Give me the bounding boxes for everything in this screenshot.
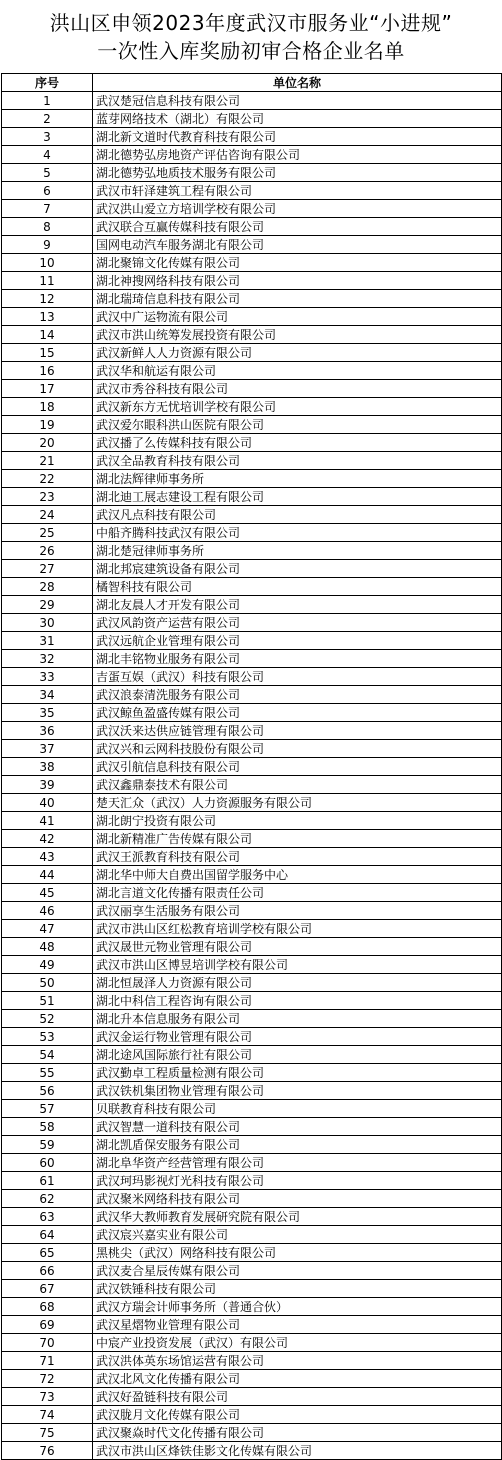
table-row <box>2 182 502 200</box>
serial-number-cell: 60 <box>2 1154 93 1172</box>
company-name-cell: 湖北恒晟泽人力资源有限公司 <box>93 974 502 992</box>
title-line-2: 一次性入库奖励初审合格企业名单 <box>97 39 405 63</box>
company-name-cell: 武汉聚焱时代文化传播有限公司 <box>93 1424 502 1442</box>
company-name-cell: 武汉好盈链科技有限公司 <box>93 1388 502 1406</box>
table-row <box>2 326 502 344</box>
table-row <box>2 740 502 758</box>
company-name-cell: 武汉新东方无忧培训学校有限公司 <box>93 398 502 416</box>
serial-number-cell: 6 <box>2 182 93 200</box>
serial-number-cell: 76 <box>2 1442 93 1460</box>
company-name-cell: 武汉新鲜人人力资源有限公司 <box>93 344 502 362</box>
table-row <box>2 1388 502 1406</box>
company-name-cell: 湖北楚冠律师事务所 <box>93 542 502 560</box>
serial-number-cell: 17 <box>2 380 93 398</box>
serial-number-cell: 29 <box>2 596 93 614</box>
serial-number-cell: 46 <box>2 902 93 920</box>
company-name-cell: 武汉播了么传媒科技有限公司 <box>93 434 502 452</box>
title-line-1: 洪山区申领2023年度武汉市服务业“小进规” <box>49 11 453 35</box>
table-body <box>2 92 502 1460</box>
table-row <box>2 236 502 254</box>
company-name-cell: 武汉星熠物业管理有限公司 <box>93 1316 502 1334</box>
company-name-cell: 武汉沃来达供应链管理有限公司 <box>93 722 502 740</box>
company-name-cell: 武汉晟世元物业管理有限公司 <box>93 938 502 956</box>
serial-number-cell: 24 <box>2 506 93 524</box>
serial-number-cell: 7 <box>2 200 93 218</box>
company-name-cell: 湖北聚锦文化传媒有限公司 <box>93 254 502 272</box>
serial-number-cell: 36 <box>2 722 93 740</box>
serial-number-cell: 68 <box>2 1298 93 1316</box>
table-row <box>2 1136 502 1154</box>
company-name-cell: 武汉凡点科技有限公司 <box>93 506 502 524</box>
serial-number-cell: 52 <box>2 1010 93 1028</box>
company-name-cell: 楚天汇众（武汉）人力资源服务有限公司 <box>93 794 502 812</box>
serial-number-cell: 74 <box>2 1406 93 1424</box>
company-name-cell: 武汉中广运物流有限公司 <box>93 308 502 326</box>
company-name-cell: 武汉麦合星辰传媒有限公司 <box>93 1262 502 1280</box>
company-name-cell: 武汉联合互赢传媒科技有限公司 <box>93 218 502 236</box>
table-row <box>2 938 502 956</box>
table-row <box>2 614 502 632</box>
table-row <box>2 650 502 668</box>
company-name-cell: 武汉华和航运有限公司 <box>93 362 502 380</box>
table-row <box>2 542 502 560</box>
table-row <box>2 1424 502 1442</box>
company-name-cell: 湖北迪工展志建设工程有限公司 <box>93 488 502 506</box>
company-name-cell: 湖北新文道时代教育科技有限公司 <box>93 128 502 146</box>
table-row <box>2 290 502 308</box>
table-row <box>2 452 502 470</box>
serial-number-cell: 71 <box>2 1352 93 1370</box>
company-name-cell: 武汉市轩泽建筑工程有限公司 <box>93 182 502 200</box>
table-header-row <box>2 74 502 92</box>
serial-number-cell: 59 <box>2 1136 93 1154</box>
serial-number-cell: 5 <box>2 164 93 182</box>
table-row <box>2 1406 502 1424</box>
serial-number-cell: 30 <box>2 614 93 632</box>
company-name-cell: 湖北阜华资产经营管理有限公司 <box>93 1154 502 1172</box>
table-row <box>2 1442 502 1460</box>
serial-number-cell: 69 <box>2 1316 93 1334</box>
company-name-cell: 武汉兴和云网科技股份有限公司 <box>93 740 502 758</box>
table-row <box>2 794 502 812</box>
company-name-cell: 贝联教育科技有限公司 <box>93 1100 502 1118</box>
table-row <box>2 884 502 902</box>
table-row <box>2 812 502 830</box>
serial-number-cell: 55 <box>2 1064 93 1082</box>
company-name-cell: 武汉市洪山统筹发展投资有限公司 <box>93 326 502 344</box>
serial-number-cell: 19 <box>2 416 93 434</box>
serial-number-cell: 44 <box>2 866 93 884</box>
table-row <box>2 1118 502 1136</box>
serial-number-cell: 1 <box>2 92 93 110</box>
table-row <box>2 200 502 218</box>
table-row <box>2 1208 502 1226</box>
table-row <box>2 272 502 290</box>
serial-number-cell: 63 <box>2 1208 93 1226</box>
serial-number-cell: 32 <box>2 650 93 668</box>
table-row <box>2 1010 502 1028</box>
table-row <box>2 524 502 542</box>
serial-number-cell: 33 <box>2 668 93 686</box>
company-name-cell: 武汉智慧一道科技有限公司 <box>93 1118 502 1136</box>
table-row <box>2 1046 502 1064</box>
serial-number-cell: 67 <box>2 1280 93 1298</box>
company-name-cell: 湖北德势弘地质技术服务有限公司 <box>93 164 502 182</box>
table-row <box>2 110 502 128</box>
serial-number-cell: 38 <box>2 758 93 776</box>
table-row <box>2 560 502 578</box>
serial-number-cell: 31 <box>2 632 93 650</box>
serial-number-cell: 62 <box>2 1190 93 1208</box>
company-name-cell: 武汉洪山爱立方培训学校有限公司 <box>93 200 502 218</box>
company-name-cell: 武汉鑫鼎泰技术有限公司 <box>93 776 502 794</box>
serial-number-cell: 16 <box>2 362 93 380</box>
company-name-cell: 武汉市洪山区红松教育培训学校有限公司 <box>93 920 502 938</box>
company-name-cell: 武汉远航企业管理有限公司 <box>93 632 502 650</box>
serial-number-cell: 70 <box>2 1334 93 1352</box>
table-row <box>2 722 502 740</box>
company-name-cell: 武汉洪体英东场馆运营有限公司 <box>93 1352 502 1370</box>
table-row <box>2 1100 502 1118</box>
serial-number-cell: 2 <box>2 110 93 128</box>
table-row <box>2 254 502 272</box>
table-row <box>2 1172 502 1190</box>
serial-number-cell: 50 <box>2 974 93 992</box>
company-name-cell: 湖北新精准广告传媒有限公司 <box>93 830 502 848</box>
company-name-cell: 武汉胧月文化传媒有限公司 <box>93 1406 502 1424</box>
table-row <box>2 686 502 704</box>
table-row <box>2 1082 502 1100</box>
table-row <box>2 380 502 398</box>
company-name-cell: 湖北友晨人才开发有限公司 <box>93 596 502 614</box>
table-row <box>2 398 502 416</box>
table-row <box>2 1280 502 1298</box>
table-row <box>2 632 502 650</box>
serial-number-cell: 42 <box>2 830 93 848</box>
table-row <box>2 578 502 596</box>
serial-number-cell: 72 <box>2 1370 93 1388</box>
company-name-cell: 中宸产业投资发展（武汉）有限公司 <box>93 1334 502 1352</box>
company-name-cell: 湖北途风国际旅行社有限公司 <box>93 1046 502 1064</box>
company-name-cell: 湖北华中师大自费出国留学服务中心 <box>93 866 502 884</box>
company-name-cell: 湖北德势弘房地资产评估咨询有限公司 <box>93 146 502 164</box>
serial-number-cell: 64 <box>2 1226 93 1244</box>
serial-number-cell: 75 <box>2 1424 93 1442</box>
table-row <box>2 776 502 794</box>
table-row <box>2 848 502 866</box>
table-row <box>2 434 502 452</box>
serial-number-cell: 65 <box>2 1244 93 1262</box>
table-row <box>2 1262 502 1280</box>
company-name-cell: 武汉北风文化传播有限公司 <box>93 1370 502 1388</box>
serial-number-cell: 58 <box>2 1118 93 1136</box>
company-name-cell: 武汉珂玛影视灯光科技有限公司 <box>93 1172 502 1190</box>
serial-number-cell: 57 <box>2 1100 93 1118</box>
table-row <box>2 974 502 992</box>
serial-number-cell: 26 <box>2 542 93 560</box>
serial-number-cell: 25 <box>2 524 93 542</box>
company-name-cell: 湖北邦宸建筑设备有限公司 <box>93 560 502 578</box>
serial-number-cell: 48 <box>2 938 93 956</box>
company-name-cell: 黑桃尖（武汉）网络科技有限公司 <box>93 1244 502 1262</box>
table-row <box>2 164 502 182</box>
company-name-cell: 湖北神搜网络科技有限公司 <box>93 272 502 290</box>
table-row <box>2 920 502 938</box>
serial-number-cell: 13 <box>2 308 93 326</box>
table-row <box>2 128 502 146</box>
serial-number-cell: 20 <box>2 434 93 452</box>
company-name-cell: 武汉铁锤科技有限公司 <box>93 1280 502 1298</box>
document-title <box>0 0 502 73</box>
table-row <box>2 866 502 884</box>
table-row <box>2 344 502 362</box>
table-row <box>2 1334 502 1352</box>
company-name-cell: 湖北中科信工程咨询有限公司 <box>93 992 502 1010</box>
table-row <box>2 1154 502 1172</box>
serial-number-cell: 54 <box>2 1046 93 1064</box>
serial-number-cell: 21 <box>2 452 93 470</box>
company-name-cell: 湖北法辉律师事务所 <box>93 470 502 488</box>
company-name-cell: 武汉市洪山区博昱培训学校有限公司 <box>93 956 502 974</box>
table-row <box>2 1244 502 1262</box>
serial-number-cell: 45 <box>2 884 93 902</box>
table-row <box>2 1352 502 1370</box>
table-row <box>2 758 502 776</box>
serial-number-cell: 40 <box>2 794 93 812</box>
company-name-cell: 武汉方瑞会计师事务所（普通合伙） <box>93 1298 502 1316</box>
header-company-name: 单位名称 <box>93 74 502 92</box>
table-row <box>2 1298 502 1316</box>
company-name-cell: 湖北凯盾保安服务有限公司 <box>93 1136 502 1154</box>
serial-number-cell: 22 <box>2 470 93 488</box>
company-name-cell: 武汉聚米网络科技有限公司 <box>93 1190 502 1208</box>
company-name-cell: 武汉金运行物业管理有限公司 <box>93 1028 502 1046</box>
company-name-cell: 武汉市秀谷科技有限公司 <box>93 380 502 398</box>
serial-number-cell: 39 <box>2 776 93 794</box>
serial-number-cell: 18 <box>2 398 93 416</box>
table-row <box>2 956 502 974</box>
company-name-cell: 国网电动汽车服务湖北有限公司 <box>93 236 502 254</box>
table-row <box>2 1064 502 1082</box>
table-row <box>2 92 502 110</box>
serial-number-cell: 23 <box>2 488 93 506</box>
serial-number-cell: 66 <box>2 1262 93 1280</box>
table-row <box>2 1190 502 1208</box>
company-name-cell: 湖北言道文化传播有限责任公司 <box>93 884 502 902</box>
serial-number-cell: 41 <box>2 812 93 830</box>
company-name-cell: 武汉鲸鱼盈盛传媒有限公司 <box>93 704 502 722</box>
serial-number-cell: 56 <box>2 1082 93 1100</box>
table-row <box>2 488 502 506</box>
company-name-cell: 中船齐腾科技武汉有限公司 <box>93 524 502 542</box>
table-row <box>2 470 502 488</box>
company-name-cell: 武汉楚冠信息科技有限公司 <box>93 92 502 110</box>
company-name-cell: 武汉引航信息科技有限公司 <box>93 758 502 776</box>
company-name-cell: 湖北升本信息服务有限公司 <box>93 1010 502 1028</box>
serial-number-cell: 27 <box>2 560 93 578</box>
company-name-cell: 武汉丽享生活服务有限公司 <box>93 902 502 920</box>
serial-number-cell: 11 <box>2 272 93 290</box>
serial-number-cell: 53 <box>2 1028 93 1046</box>
table-row <box>2 146 502 164</box>
table-row <box>2 308 502 326</box>
enterprise-list-table <box>1 73 502 1460</box>
table-row <box>2 992 502 1010</box>
serial-number-cell: 35 <box>2 704 93 722</box>
serial-number-cell: 8 <box>2 218 93 236</box>
serial-number-cell: 15 <box>2 344 93 362</box>
company-name-cell: 武汉铁机集团物业管理有限公司 <box>93 1082 502 1100</box>
table-row <box>2 704 502 722</box>
serial-number-cell: 28 <box>2 578 93 596</box>
company-name-cell: 湖北丰铭物业服务有限公司 <box>93 650 502 668</box>
serial-number-cell: 47 <box>2 920 93 938</box>
serial-number-cell: 51 <box>2 992 93 1010</box>
company-name-cell: 武汉王派教育科技有限公司 <box>93 848 502 866</box>
company-name-cell: 武汉华大教师教育发展研究院有限公司 <box>93 1208 502 1226</box>
table-row <box>2 362 502 380</box>
serial-number-cell: 3 <box>2 128 93 146</box>
serial-number-cell: 37 <box>2 740 93 758</box>
company-name-cell: 武汉浪泰清洗服务有限公司 <box>93 686 502 704</box>
company-name-cell: 武汉市洪山区烽铁佳影文化传媒有限公司 <box>93 1442 502 1460</box>
table-row <box>2 596 502 614</box>
serial-number-cell: 12 <box>2 290 93 308</box>
table-row <box>2 506 502 524</box>
company-name-cell: 武汉风韵资产运营有限公司 <box>93 614 502 632</box>
company-name-cell: 湖北朗宁投资有限公司 <box>93 812 502 830</box>
company-name-cell: 吉蛋互娱（武汉）科技有限公司 <box>93 668 502 686</box>
table-row <box>2 830 502 848</box>
company-name-cell: 橘智科技有限公司 <box>93 578 502 596</box>
serial-number-cell: 9 <box>2 236 93 254</box>
serial-number-cell: 14 <box>2 326 93 344</box>
company-name-cell: 湖北瑞琦信息科技有限公司 <box>93 290 502 308</box>
serial-number-cell: 73 <box>2 1388 93 1406</box>
company-name-cell: 武汉爱尔眼科洪山医院有限公司 <box>93 416 502 434</box>
table-row <box>2 902 502 920</box>
table-row <box>2 1226 502 1244</box>
table-row <box>2 218 502 236</box>
serial-number-cell: 43 <box>2 848 93 866</box>
header-serial-number: 序号 <box>2 74 93 92</box>
serial-number-cell: 61 <box>2 1172 93 1190</box>
serial-number-cell: 49 <box>2 956 93 974</box>
serial-number-cell: 4 <box>2 146 93 164</box>
table-row <box>2 1028 502 1046</box>
company-name-cell: 武汉宸兴嘉实业有限公司 <box>93 1226 502 1244</box>
table-row <box>2 1370 502 1388</box>
company-name-cell: 蓝芽网络技术（湖北）有限公司 <box>93 110 502 128</box>
company-name-cell: 武汉勤卓工程质量检测有限公司 <box>93 1064 502 1082</box>
serial-number-cell: 34 <box>2 686 93 704</box>
table-row <box>2 1316 502 1334</box>
company-name-cell: 武汉全品教育科技有限公司 <box>93 452 502 470</box>
table-row <box>2 668 502 686</box>
table-row <box>2 416 502 434</box>
serial-number-cell: 10 <box>2 254 93 272</box>
